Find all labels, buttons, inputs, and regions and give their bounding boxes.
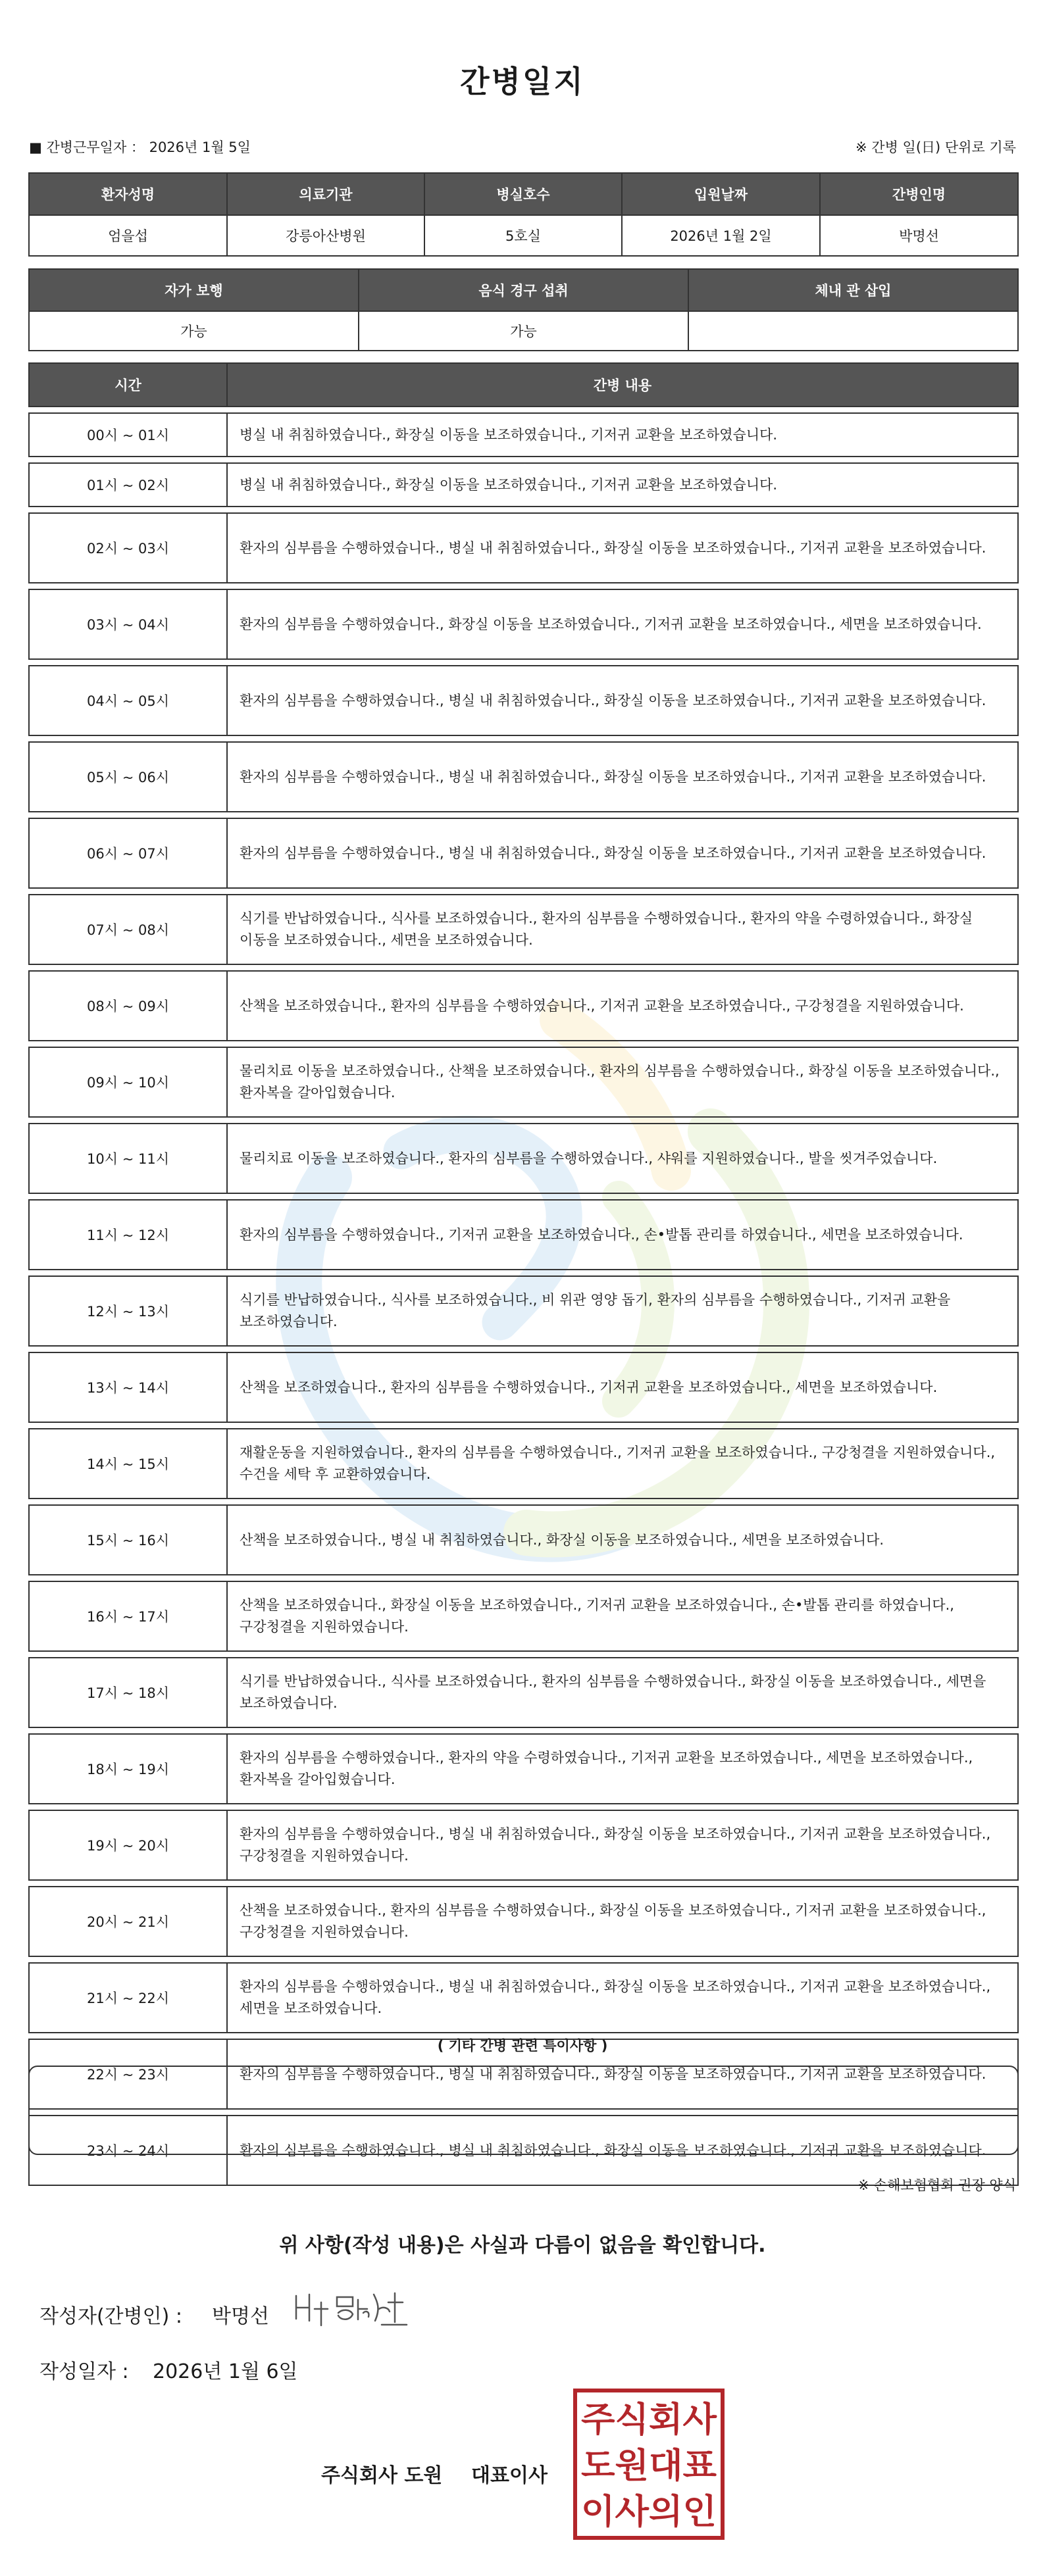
row-spacer (29, 1575, 1018, 1581)
care-log-row (29, 1352, 1018, 1422)
care-log-header-row (29, 363, 1018, 407)
patient-info-table (28, 172, 1019, 257)
row-spacer (29, 1804, 1018, 1810)
caregiver-name: 박명선 (820, 215, 1018, 256)
row-spacer-cell (29, 1117, 1018, 1124)
row-spacer (29, 1956, 1018, 1963)
log-content: 병실 내 취침하였습니다., 화장실 이동을 보조하였습니다., 기저귀 교환을 보조하였습니다. (227, 463, 1018, 507)
notice-box (28, 2066, 1019, 2155)
log-time: 19시 ~ 20시 (29, 1810, 227, 1880)
header-oral-intake: 음식 경구 섭취 (359, 269, 688, 311)
row-spacer (29, 1346, 1018, 1352)
meta-row (29, 137, 1016, 157)
header-room: 병실호수 (424, 173, 622, 215)
log-time: 02시 ~ 03시 (29, 513, 227, 583)
log-time: 04시 ~ 05시 (29, 666, 227, 735)
log-content: 환자의 심부름을 수행하였습니다., 화장실 이동을 보조하였습니다., 기저귀 교환을 보조하였습니다., 세면을 보조하였습니다. (227, 589, 1018, 659)
care-log-row (29, 971, 1018, 1041)
seal-text-line: 이사의인 (581, 2492, 717, 2532)
row-spacer (29, 1193, 1018, 1200)
log-content: 환자의 심부름을 수행하였습니다., 병실 내 취침하였습니다., 화장실 이동을 보조하였습니다., 기저귀 교환을 보조하였습니다., 세면을 보조하였습니다. (227, 1963, 1018, 2033)
row-spacer-cell (29, 583, 1018, 589)
row-spacer-cell (29, 659, 1018, 666)
log-content: 환자의 심부름을 수행하였습니다., 병실 내 취침하였습니다., 화장실 이동을 보조하였습니다., 기저귀 교환을 보조하였습니다. (227, 513, 1018, 583)
ceo-label: 대표이사 (471, 2464, 548, 2487)
log-content: 산책을 보조하였습니다., 병실 내 취침하였습니다., 화장실 이동을 보조하였습니다., 세면을 보조하였습니다. (227, 1505, 1018, 1575)
header-self-walking: 자가 보행 (29, 269, 359, 311)
row-spacer (29, 812, 1018, 818)
row-spacer-cell (29, 1804, 1018, 1810)
log-time: 00시 ~ 01시 (29, 413, 227, 457)
care-log-row (29, 1505, 1018, 1575)
row-spacer-cell (29, 812, 1018, 818)
row-spacer (29, 1117, 1018, 1124)
document-title: 간병일지 (460, 64, 585, 99)
row-spacer (29, 1727, 1018, 1734)
patient-ability-table (28, 268, 1019, 351)
row-spacer-cell (29, 507, 1018, 513)
care-log-row (29, 1429, 1018, 1499)
log-content: 산책을 보조하였습니다., 환자의 심부름을 수행하였습니다., 기저귀 교환을 보조하였습니다., 세면을 보조하였습니다. (227, 1352, 1018, 1422)
log-time: 13시 ~ 14시 (29, 1352, 227, 1422)
row-spacer-cell (29, 1346, 1018, 1352)
row-spacer-cell (29, 1651, 1018, 1658)
patient-info-value-row (29, 215, 1018, 256)
log-time: 11시 ~ 12시 (29, 1200, 227, 1270)
log-content: 산책을 보조하였습니다., 화장실 이동을 보조하였습니다., 기저귀 교환을 보조하였습니다., 손•발톱 관리를 하였습니다., 구강청결을 지원하였습니다. (227, 1581, 1018, 1651)
log-content: 재활운동을 지원하였습니다., 환자의 심부름을 수행하였습니다., 기저귀 교환을 보조하였습니다., 구강청결을 지원하였습니다., 수건을 세탁 후 교환하였습니다. (227, 1429, 1018, 1499)
row-spacer (29, 1499, 1018, 1505)
log-time: 10시 ~ 11시 (29, 1124, 227, 1193)
log-time: 18시 ~ 19시 (29, 1734, 227, 1804)
log-content: 환자의 심부름을 수행하였습니다., 병실 내 취침하였습니다., 화장실 이동을 보조하였습니다., 기저귀 교환을 보조하였습니다. (227, 742, 1018, 812)
care-log-row (29, 513, 1018, 583)
header-admission-date: 입원날짜 (622, 173, 820, 215)
row-spacer (29, 457, 1018, 463)
self-walking-value: 가능 (29, 311, 359, 351)
row-spacer (29, 1880, 1018, 1887)
log-time: 05시 ~ 06시 (29, 742, 227, 812)
care-log-row (29, 1276, 1018, 1346)
care-log-row (29, 1734, 1018, 1804)
care-log-row (29, 1810, 1018, 1880)
date-label: 작성일자 : (39, 2360, 129, 2383)
row-spacer-cell (29, 1575, 1018, 1581)
log-time: 06시 ~ 07시 (29, 818, 227, 888)
room-number: 5호실 (424, 215, 622, 256)
care-log-row (29, 895, 1018, 964)
ability-header-row (29, 269, 1018, 311)
confirmation-statement: 위 사항(작성 내용)은 사실과 다름이 없음을 확인합니다. (279, 2234, 766, 2257)
care-log-row (29, 1047, 1018, 1117)
admission-date: 2026년 1월 2일 (622, 215, 820, 256)
row-spacer-cell (29, 1499, 1018, 1505)
writer-label: 작성자(간병인) : (39, 2305, 182, 2328)
writer-name: 박명선 (212, 2305, 269, 2328)
row-spacer (29, 888, 1018, 895)
log-time: 03시 ~ 04시 (29, 589, 227, 659)
log-content: 식기를 반납하였습니다., 식사를 보조하였습니다., 환자의 심부름을 수행하였습니다., 환자의 약을 수령하였습니다., 화장실 이동을 보조하였습니다., 세면을 보조하였습니다. (227, 895, 1018, 964)
log-time: 07시 ~ 08시 (29, 895, 227, 964)
row-spacer (29, 407, 1018, 413)
header-tube-insertion: 체내 관 삽입 (688, 269, 1018, 311)
care-log-row (29, 1658, 1018, 1727)
row-spacer-cell (29, 1422, 1018, 1429)
care-log-table (28, 362, 1019, 2186)
row-spacer-cell (29, 407, 1018, 413)
header-patient-name: 환자성명 (29, 173, 227, 215)
row-spacer-cell (29, 1880, 1018, 1887)
log-content: 식기를 반납하였습니다., 식사를 보조하였습니다., 환자의 심부름을 수행하였습니다., 화장실 이동을 보조하였습니다., 세면을 보조하였습니다. (227, 1658, 1018, 1727)
log-content: 물리치료 이동을 보조하였습니다., 산책을 보조하였습니다., 환자의 심부름을 수행하였습니다., 화장실 이동을 보조하였습니다., 환자복을 갈아입혔습니다. (227, 1047, 1018, 1117)
header-time: 시간 (29, 363, 227, 407)
care-log-row (29, 589, 1018, 659)
row-spacer (29, 659, 1018, 666)
log-time: 14시 ~ 15시 (29, 1429, 227, 1499)
log-content: 환자의 심부름을 수행하였습니다., 병실 내 취침하였습니다., 화장실 이동을 보조하였습니다., 기저귀 교환을 보조하였습니다., 구강청결을 지원하였습니다. (227, 1810, 1018, 1880)
care-log-row (29, 666, 1018, 735)
log-time: 12시 ~ 13시 (29, 1276, 227, 1346)
notice-title: ( 기타 간병 관련 특이사항 ) (437, 2038, 608, 2054)
log-time: 22시 ~ 23시 (29, 2039, 227, 2109)
log-content: 병실 내 취침하였습니다., 화장실 이동을 보조하였습니다., 기저귀 교환을 보조하였습니다. (227, 413, 1018, 457)
log-time: 20시 ~ 21시 (29, 1887, 227, 1956)
row-spacer (29, 507, 1018, 513)
standard-form-note: ※ 손해보험협회 권장 양식 (857, 2177, 1016, 2193)
log-content: 환자의 심부름을 수행하였습니다., 병실 내 취침하였습니다., 화장실 이동을 보조하였습니다., 기저귀 교환을 보조하였습니다. (227, 818, 1018, 888)
handwritten-signature (290, 2283, 415, 2335)
row-spacer (29, 583, 1018, 589)
log-content: 식기를 반납하였습니다., 식사를 보조하였습니다., 비 위관 영양 돕기, 환자의 심부름을 수행하였습니다., 기저귀 교환을 보조하였습니다. (227, 1276, 1018, 1346)
date-value: 2026년 1월 6일 (153, 2360, 298, 2383)
log-content: 환자의 심부름을 수행하였습니다., 병실 내 취침하였습니다., 화장실 이동을 보조하였습니다., 기저귀 교환을 보조하였습니다. (227, 2039, 1018, 2109)
log-content: 환자의 심부름을 수행하였습니다., 병실 내 취침하였습니다., 화장실 이동을 보조하였습니다., 기저귀 교환을 보조하였습니다. (227, 2116, 1018, 2185)
care-log-row (29, 1887, 1018, 1956)
row-spacer (29, 1651, 1018, 1658)
row-spacer (29, 964, 1018, 971)
log-time: 15시 ~ 16시 (29, 1505, 227, 1575)
work-date: ■ 간병근무일자 ： 2026년 1월 5일 (29, 139, 251, 155)
row-spacer-cell (29, 964, 1018, 971)
row-spacer-cell (29, 1193, 1018, 1200)
care-log-row (29, 413, 1018, 457)
care-log-row (29, 742, 1018, 812)
company-name: 주식회사 도원 (321, 2464, 443, 2487)
oral-intake-value: 가능 (359, 311, 688, 351)
row-spacer-cell (29, 1727, 1018, 1734)
patient-info-header-row (29, 173, 1018, 215)
row-spacer (29, 1270, 1018, 1276)
log-time: 16시 ~ 17시 (29, 1581, 227, 1651)
row-spacer-cell (29, 457, 1018, 463)
row-spacer (29, 1422, 1018, 1429)
row-spacer-cell (29, 888, 1018, 895)
seal-text-line: 주식회사 (581, 2400, 717, 2440)
log-content: 환자의 심부름을 수행하였습니다., 환자의 약을 수령하였습니다., 기저귀 교환을 보조하였습니다., 세면을 보조하였습니다., 환자복을 갈아입혔습니다. (227, 1734, 1018, 1804)
log-time: 09시 ~ 10시 (29, 1047, 227, 1117)
row-spacer-cell (29, 1041, 1018, 1047)
row-spacer (29, 1041, 1018, 1047)
unit-note: ※ 간병 일(日) 단위로 기록 (855, 139, 1016, 155)
log-content: 산책을 보조하였습니다., 환자의 심부름을 수행하였습니다., 화장실 이동을 보조하였습니다., 기저귀 교환을 보조하였습니다., 구강청결을 지원하였습니다. (227, 1887, 1018, 1956)
header-care-content: 간병 내용 (227, 363, 1018, 407)
log-time: 08시 ~ 09시 (29, 971, 227, 1041)
company-seal-stamp (573, 2388, 725, 2540)
care-log-row (29, 1200, 1018, 1270)
header-caregiver-name: 간병인명 (820, 173, 1018, 215)
row-spacer-cell (29, 735, 1018, 742)
care-log-row (29, 1581, 1018, 1651)
care-log-row (29, 463, 1018, 507)
ability-value-row (29, 311, 1018, 351)
log-content: 환자의 심부름을 수행하였습니다., 기저귀 교환을 보조하였습니다., 손•발톱 관리를 하였습니다., 세면을 보조하였습니다. (227, 1200, 1018, 1270)
care-log-row (29, 818, 1018, 888)
row-spacer-cell (29, 1270, 1018, 1276)
hospital-name: 강릉아산병원 (227, 215, 424, 256)
log-time: 21시 ~ 22시 (29, 1963, 227, 2033)
care-log-row (29, 1963, 1018, 2033)
row-spacer (29, 735, 1018, 742)
row-spacer-cell (29, 1956, 1018, 1963)
log-content: 산책을 보조하였습니다., 환자의 심부름을 수행하였습니다., 기저귀 교환을 보조하였습니다., 구강청결을 지원하였습니다. (227, 971, 1018, 1041)
seal-text-line: 도원대표 (581, 2446, 717, 2486)
log-content: 물리치료 이동을 보조하였습니다., 환자의 심부름을 수행하였습니다., 샤워를 지원하였습니다., 발을 씻겨주었습니다. (227, 1124, 1018, 1193)
log-content: 환자의 심부름을 수행하였습니다., 병실 내 취침하였습니다., 화장실 이동을 보조하였습니다., 기저귀 교환을 보조하였습니다. (227, 666, 1018, 735)
tube-insertion-value (688, 311, 1018, 351)
header-hospital: 의료기관 (227, 173, 424, 215)
patient-name: 엄을섭 (29, 215, 227, 256)
log-time: 17시 ~ 18시 (29, 1658, 227, 1727)
care-log-row (29, 1124, 1018, 1193)
log-time: 01시 ~ 02시 (29, 463, 227, 507)
log-time: 23시 ~ 24시 (29, 2116, 227, 2185)
